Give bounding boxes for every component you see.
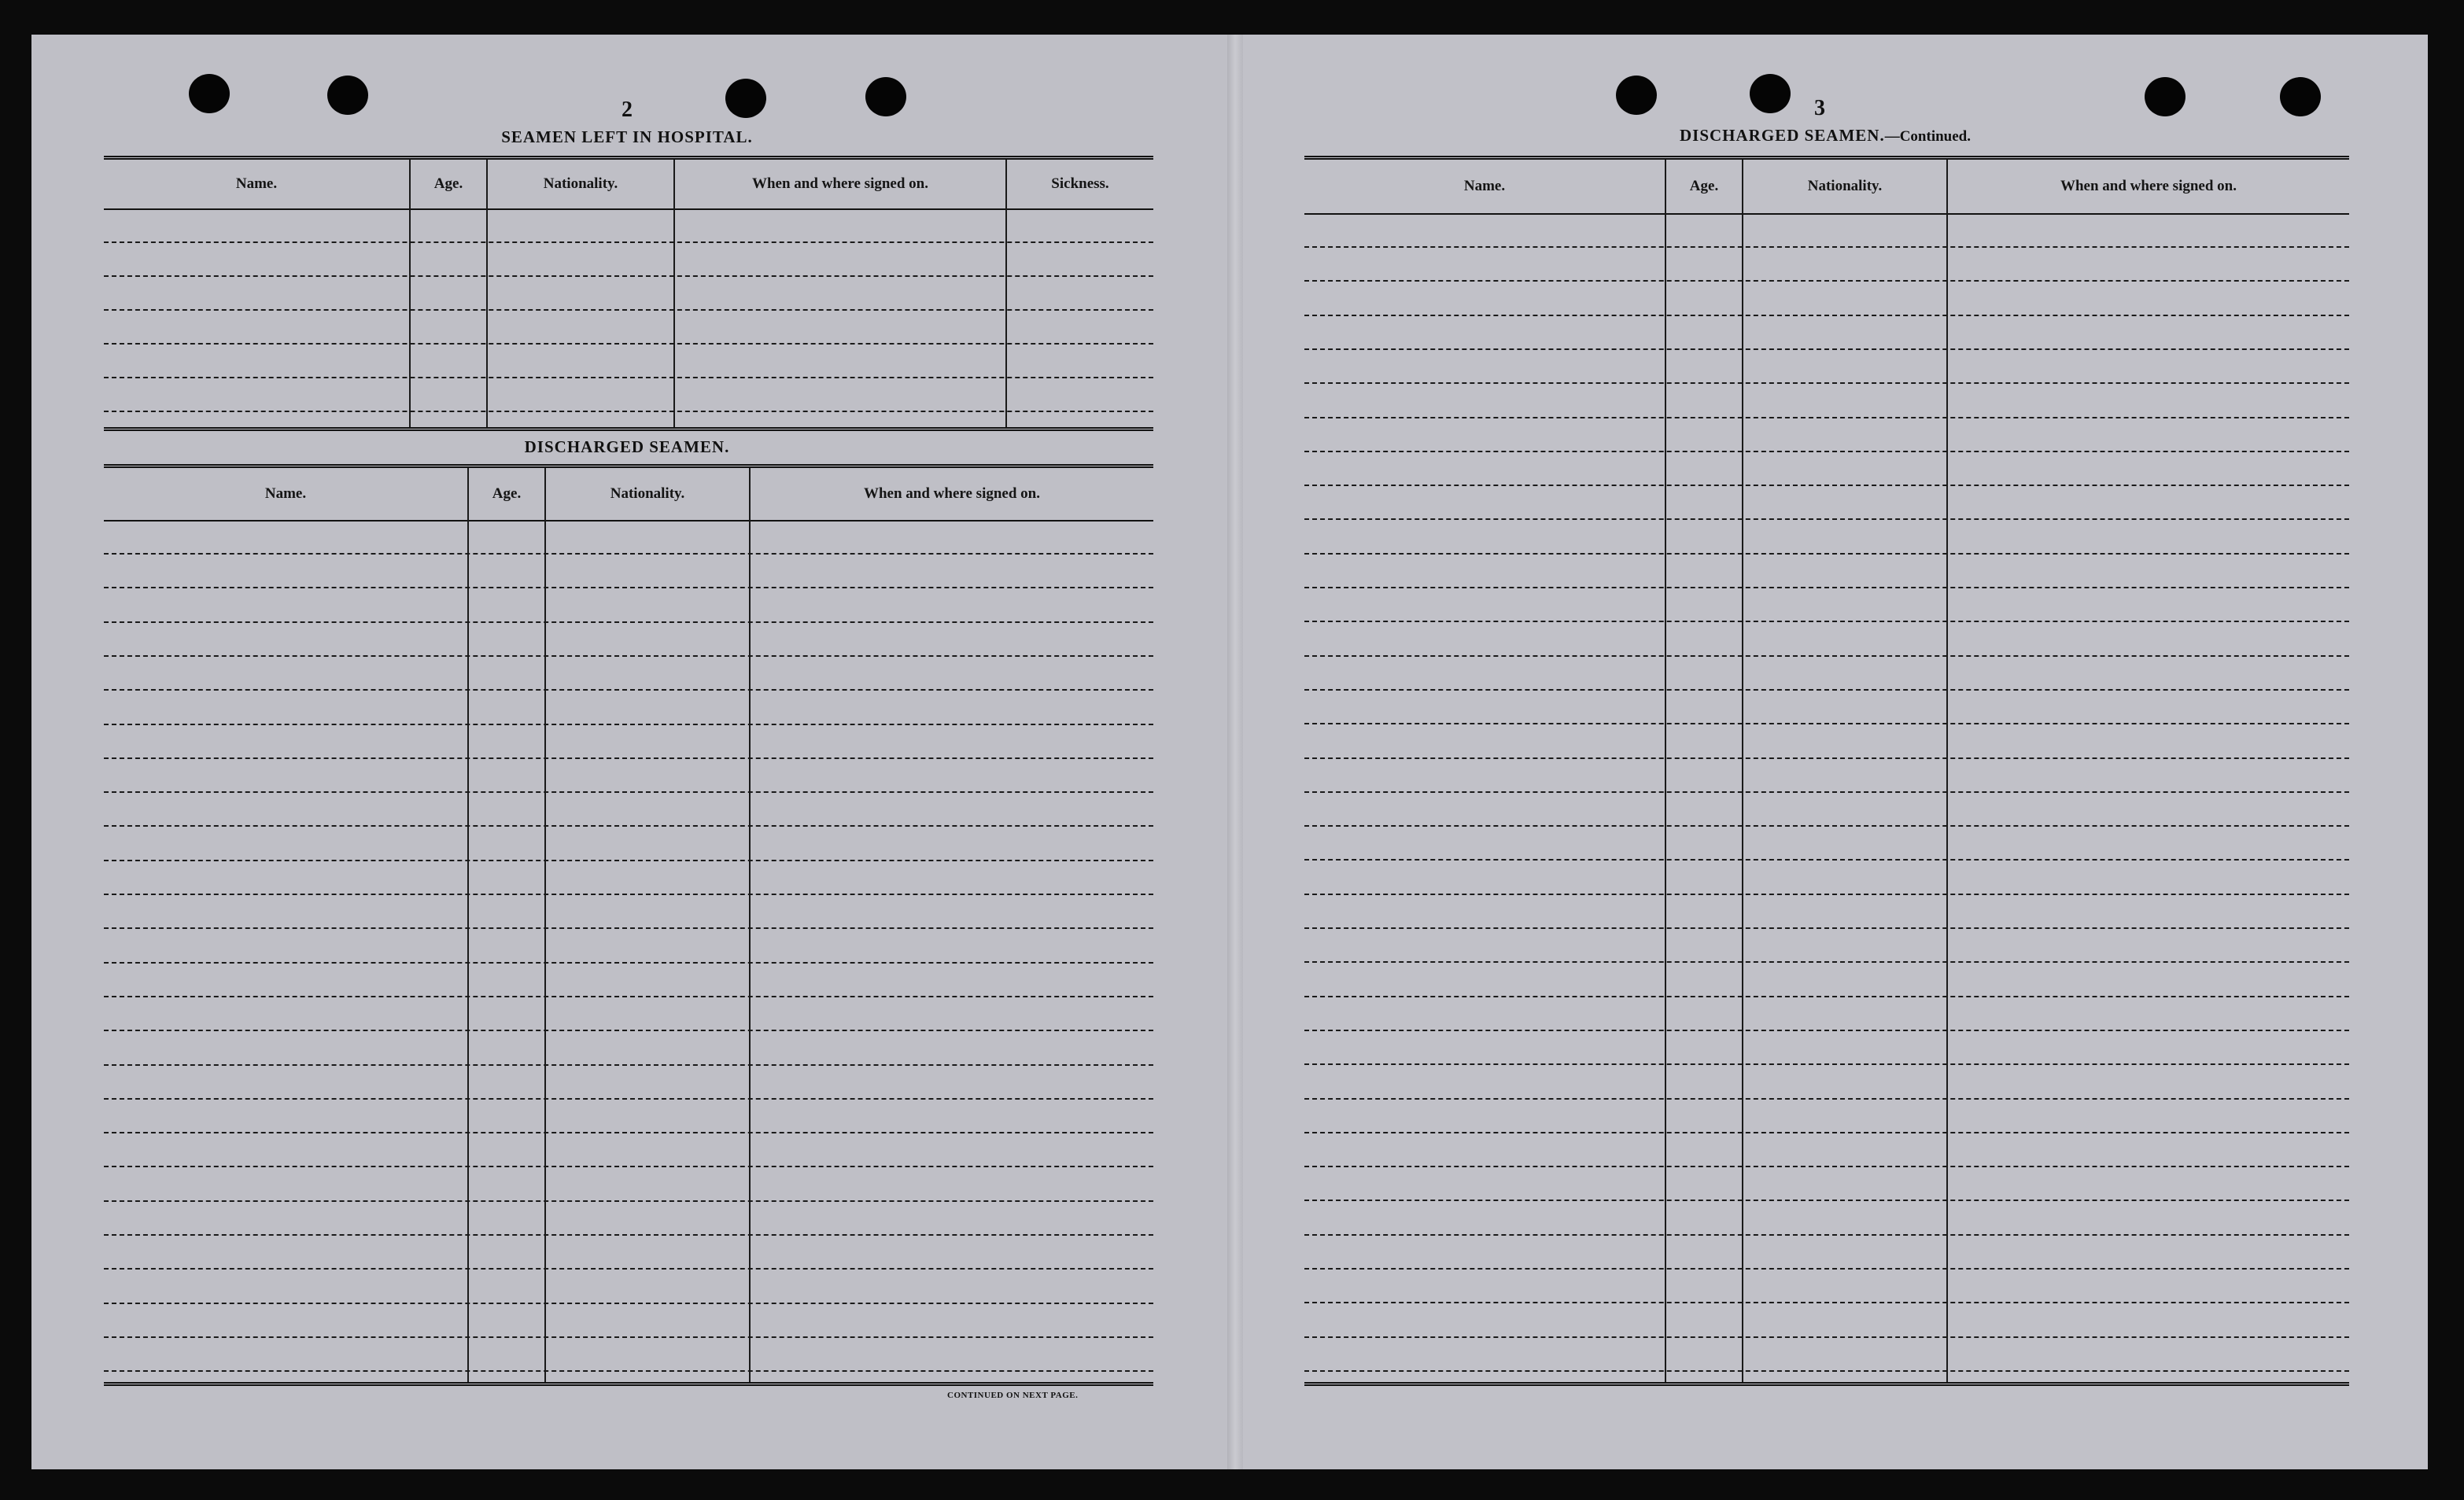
- entry-line: [104, 241, 1153, 243]
- entry-line: [1304, 1234, 2349, 1236]
- column-divider: [486, 160, 488, 427]
- entry-line: [104, 791, 1153, 793]
- entry-line: [104, 377, 1153, 378]
- hospital-table: [104, 156, 1153, 431]
- column-header-nationality: Nationality.: [543, 175, 618, 192]
- entry-line: [104, 275, 1153, 277]
- entry-line: [1304, 1132, 2349, 1133]
- column-header-name: Name.: [264, 485, 307, 502]
- entry-line: [1304, 518, 2349, 520]
- discharged-section-title: DISCHARGED SEAMEN.: [524, 437, 730, 456]
- entry-line: [104, 1200, 1153, 1202]
- entry-line: [104, 1132, 1153, 1133]
- entry-line: [104, 309, 1153, 311]
- page-number-left: 2: [622, 98, 633, 122]
- entry-line: [104, 860, 1153, 861]
- entry-line: [1304, 757, 2349, 759]
- entry-line: [1304, 961, 2349, 963]
- entry-line: [1304, 1030, 2349, 1031]
- entry-line: [104, 1370, 1153, 1372]
- entry-line: [104, 894, 1153, 895]
- entry-line: [1304, 1166, 2349, 1167]
- punch-hole: [865, 77, 906, 116]
- entry-line: [1304, 587, 2349, 588]
- entry-line: [104, 1268, 1153, 1270]
- entry-line: [1304, 859, 2349, 861]
- discharged-continued-table: [1304, 156, 2349, 1386]
- discharged-continued-title: [1621, 126, 2030, 146]
- continued-suffix: —Continued.: [1884, 128, 1971, 145]
- entry-line: [104, 1336, 1153, 1338]
- column-header-sickness: Sickness.: [1051, 175, 1109, 192]
- entry-line: [104, 587, 1153, 588]
- entry-line: [1304, 417, 2349, 418]
- entry-line: [1304, 1098, 2349, 1100]
- entry-line: [104, 689, 1153, 691]
- column-header-name: Name.: [1463, 178, 1506, 194]
- entry-line: [104, 1166, 1153, 1167]
- punch-hole: [725, 79, 766, 118]
- entry-line: [1304, 894, 2349, 895]
- discharged-table-header: [104, 468, 1153, 521]
- discharged-continued-title-text: DISCHARGED SEAMEN.: [1680, 126, 1885, 145]
- column-header-name: Name.: [235, 175, 278, 192]
- entry-line: [1304, 315, 2349, 316]
- entry-line: [1304, 485, 2349, 486]
- entry-line: [1304, 382, 2349, 384]
- column-header-signed-on: When and where signed on.: [751, 175, 928, 192]
- column-divider: [1005, 160, 1007, 427]
- entry-line: [104, 343, 1153, 345]
- entry-line: [1304, 1268, 2349, 1270]
- entry-line: [104, 1098, 1153, 1100]
- entry-line: [1304, 927, 2349, 929]
- entry-line: [1304, 723, 2349, 724]
- column-divider: [467, 468, 469, 1382]
- page-number-right: 3: [1814, 96, 1825, 120]
- entry-line: [104, 1030, 1153, 1031]
- column-header-nationality: Nationality.: [1807, 178, 1883, 194]
- entry-line: [104, 757, 1153, 759]
- column-divider: [544, 468, 546, 1382]
- entry-line: [104, 996, 1153, 997]
- entry-line: [104, 724, 1153, 725]
- entry-line: [1304, 655, 2349, 657]
- hospital-section-title: SEAMEN LEFT IN HOSPITAL.: [501, 127, 753, 146]
- entry-line: [1304, 791, 2349, 793]
- column-divider: [673, 160, 675, 427]
- entry-line: [1304, 246, 2349, 248]
- entry-line: [1304, 553, 2349, 555]
- entry-line: [1304, 689, 2349, 691]
- punch-hole: [1616, 76, 1657, 115]
- column-divider: [1946, 160, 1948, 1382]
- column-header-age: Age.: [433, 175, 463, 192]
- continued-note: CONTINUED ON NEXT PAGE.: [947, 1391, 1079, 1400]
- entry-line: [1304, 1063, 2349, 1065]
- column-header-signed-on: When and where signed on.: [2060, 178, 2237, 194]
- entry-line: [104, 825, 1153, 827]
- entry-line: [1304, 996, 2349, 997]
- punch-hole: [327, 76, 368, 115]
- punch-hole: [189, 74, 230, 113]
- entry-line: [104, 553, 1153, 555]
- punch-hole: [1750, 74, 1791, 113]
- entry-line: [1304, 1336, 2349, 1338]
- entry-line: [104, 1064, 1153, 1066]
- entry-line: [1304, 1200, 2349, 1201]
- discharged-continued-table-header: [1304, 160, 2349, 215]
- entry-line: [104, 411, 1153, 412]
- entry-line: [1304, 348, 2349, 350]
- entry-line: [104, 655, 1153, 657]
- entry-line: [1304, 280, 2349, 282]
- entry-line: [104, 927, 1153, 929]
- entry-line: [1304, 1302, 2349, 1303]
- entry-line: [1304, 451, 2349, 452]
- column-header-age: Age.: [1689, 178, 1719, 194]
- punch-hole: [2280, 77, 2321, 116]
- page-fold: [1227, 35, 1243, 1469]
- entry-line: [1304, 621, 2349, 622]
- hospital-table-header: [104, 160, 1153, 210]
- column-divider: [749, 468, 751, 1382]
- punch-hole: [2145, 77, 2186, 116]
- column-header-nationality: Nationality.: [610, 485, 685, 502]
- column-header-signed-on: When and where signed on.: [863, 485, 1040, 502]
- entry-line: [104, 621, 1153, 623]
- entry-line: [104, 1303, 1153, 1304]
- entry-line: [1304, 825, 2349, 827]
- entry-line: [1304, 1370, 2349, 1372]
- entry-line: [104, 962, 1153, 964]
- column-divider: [1665, 160, 1666, 1382]
- column-divider: [1742, 160, 1743, 1382]
- column-divider: [409, 160, 411, 427]
- column-header-age: Age.: [492, 485, 522, 502]
- discharged-table: [104, 464, 1153, 1386]
- entry-line: [104, 1234, 1153, 1236]
